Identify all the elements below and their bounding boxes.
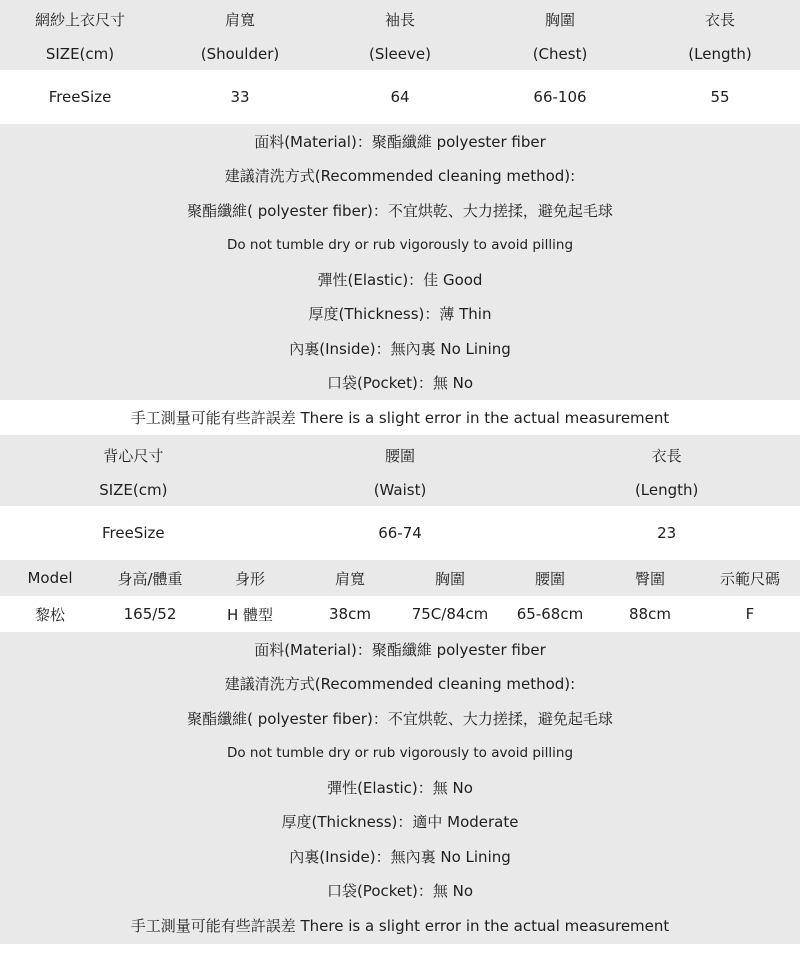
fabric-info-block-2 [0,632,800,944]
header-zh: 腰圍 [385,447,416,465]
table-header-cell: 肩寬 [334,569,365,588]
inside-line: 內裏(Inside)：無內裏 No Lining [289,847,511,866]
header-en: (Length) [634,481,699,499]
table-cell: 88cm [629,605,671,623]
header-zh: 背心尺寸 [103,447,164,465]
table-cell: 黎松 [34,605,65,624]
table-cell: 33 [230,88,250,106]
header-zh: 網紗上衣尺寸 [34,11,125,29]
table-cell: 38cm [329,605,371,623]
table-cell: H 體型 [226,605,274,624]
table-cell: 66-106 [533,88,587,106]
header-zh: 袖長 [384,11,415,29]
sleeve-header-cell [320,7,480,63]
thickness-line: 厚度(Thickness)：薄 Thin [308,305,492,324]
table-header-cell: Model [27,569,73,587]
header-en: (Shoulder) [200,45,280,63]
vest-table-header [0,436,800,506]
table-cell: F [745,605,755,623]
header-en: SIZE(cm) [45,45,115,63]
header-zh: 衣長 [651,447,682,465]
elastic-line: 彈性(Elastic)：無 No [327,778,473,797]
table-cell: 55 [710,88,730,106]
table-header-cell: 胸圍 [434,569,465,588]
cleaning-en-line: Do not tumble dry or rub vigorously to avoid pilling [226,236,574,253]
model-table-row [0,596,800,632]
table-header-cell: 腰圍 [534,569,565,588]
vest-table-row [0,506,800,560]
pocket-line: 口袋(Pocket)：無 No [326,374,474,393]
elastic-line: 彈性(Elastic)：佳 Good [317,270,483,289]
size-table-row [0,70,800,124]
model-table-header [0,560,800,596]
header-zh: 胸圍 [544,11,575,29]
header-en: (Sleeve) [369,45,431,63]
table-header-cell: 身高/體重 [117,569,183,588]
table-header-cell: 身形 [234,569,265,588]
table-cell: 75C/84cm [411,605,489,623]
waist-header-cell [267,443,534,499]
size-header-cell [0,7,160,63]
table-cell: 64 [390,88,410,106]
cleaning-zh-line: 聚酯纖維( polyester fiber)：不宜烘乾、大力搓揉，避免起毛球 [187,709,613,728]
table-header-cell: 臀圍 [634,569,665,588]
thickness-line: 厚度(Thickness)：適中 Moderate [281,813,519,832]
table-cell: 65-68cm [516,605,584,623]
header-en: (Chest) [532,45,588,63]
cleaning-en-line: Do not tumble dry or rub vigorously to avoid pilling [226,744,574,761]
header-zh: 肩寬 [224,11,255,29]
material-line: 面料(Material)：聚酯纖維 polyester fiber [254,640,546,659]
fabric-info-block [0,124,800,436]
table-cell: FreeSize [102,524,165,542]
table-cell: 23 [657,524,677,542]
header-en: SIZE(cm) [99,481,168,499]
header-en: (Length) [688,45,752,63]
error-note-line: 手工測量可能有些許誤差 There is a slight error in the actual measurement [0,400,800,435]
table-header-cell: 示範尺碼 [719,569,780,588]
table-cell: FreeSize [48,88,112,106]
table-cell: 165/52 [123,605,177,623]
cleaning-title-line: 建議清洗方式(Recommended cleaning method): [224,675,576,694]
header-zh: 衣長 [704,11,735,29]
length-header-cell [640,7,800,63]
chest-header-cell [480,7,640,63]
error-note-line: 手工測量可能有些許誤差 There is a slight error in the actual measurement [130,916,670,935]
vest-length-header-cell [533,443,800,499]
header-en: (Waist) [373,481,427,499]
cleaning-zh-line: 聚酯纖維( polyester fiber)：不宜烘乾、大力搓揉，避免起毛球 [187,201,613,220]
pocket-line: 口袋(Pocket)：無 No [326,882,474,901]
cleaning-title-line: 建議清洗方式(Recommended cleaning method): [224,167,576,186]
material-line: 面料(Material)：聚酯纖維 polyester fiber [254,132,546,151]
inside-line: 內裏(Inside)：無內裏 No Lining [289,339,511,358]
table-cell: 66-74 [378,524,422,542]
vest-size-header-cell [0,443,267,499]
shoulder-header-cell [160,7,320,63]
size-table-header [0,0,800,70]
